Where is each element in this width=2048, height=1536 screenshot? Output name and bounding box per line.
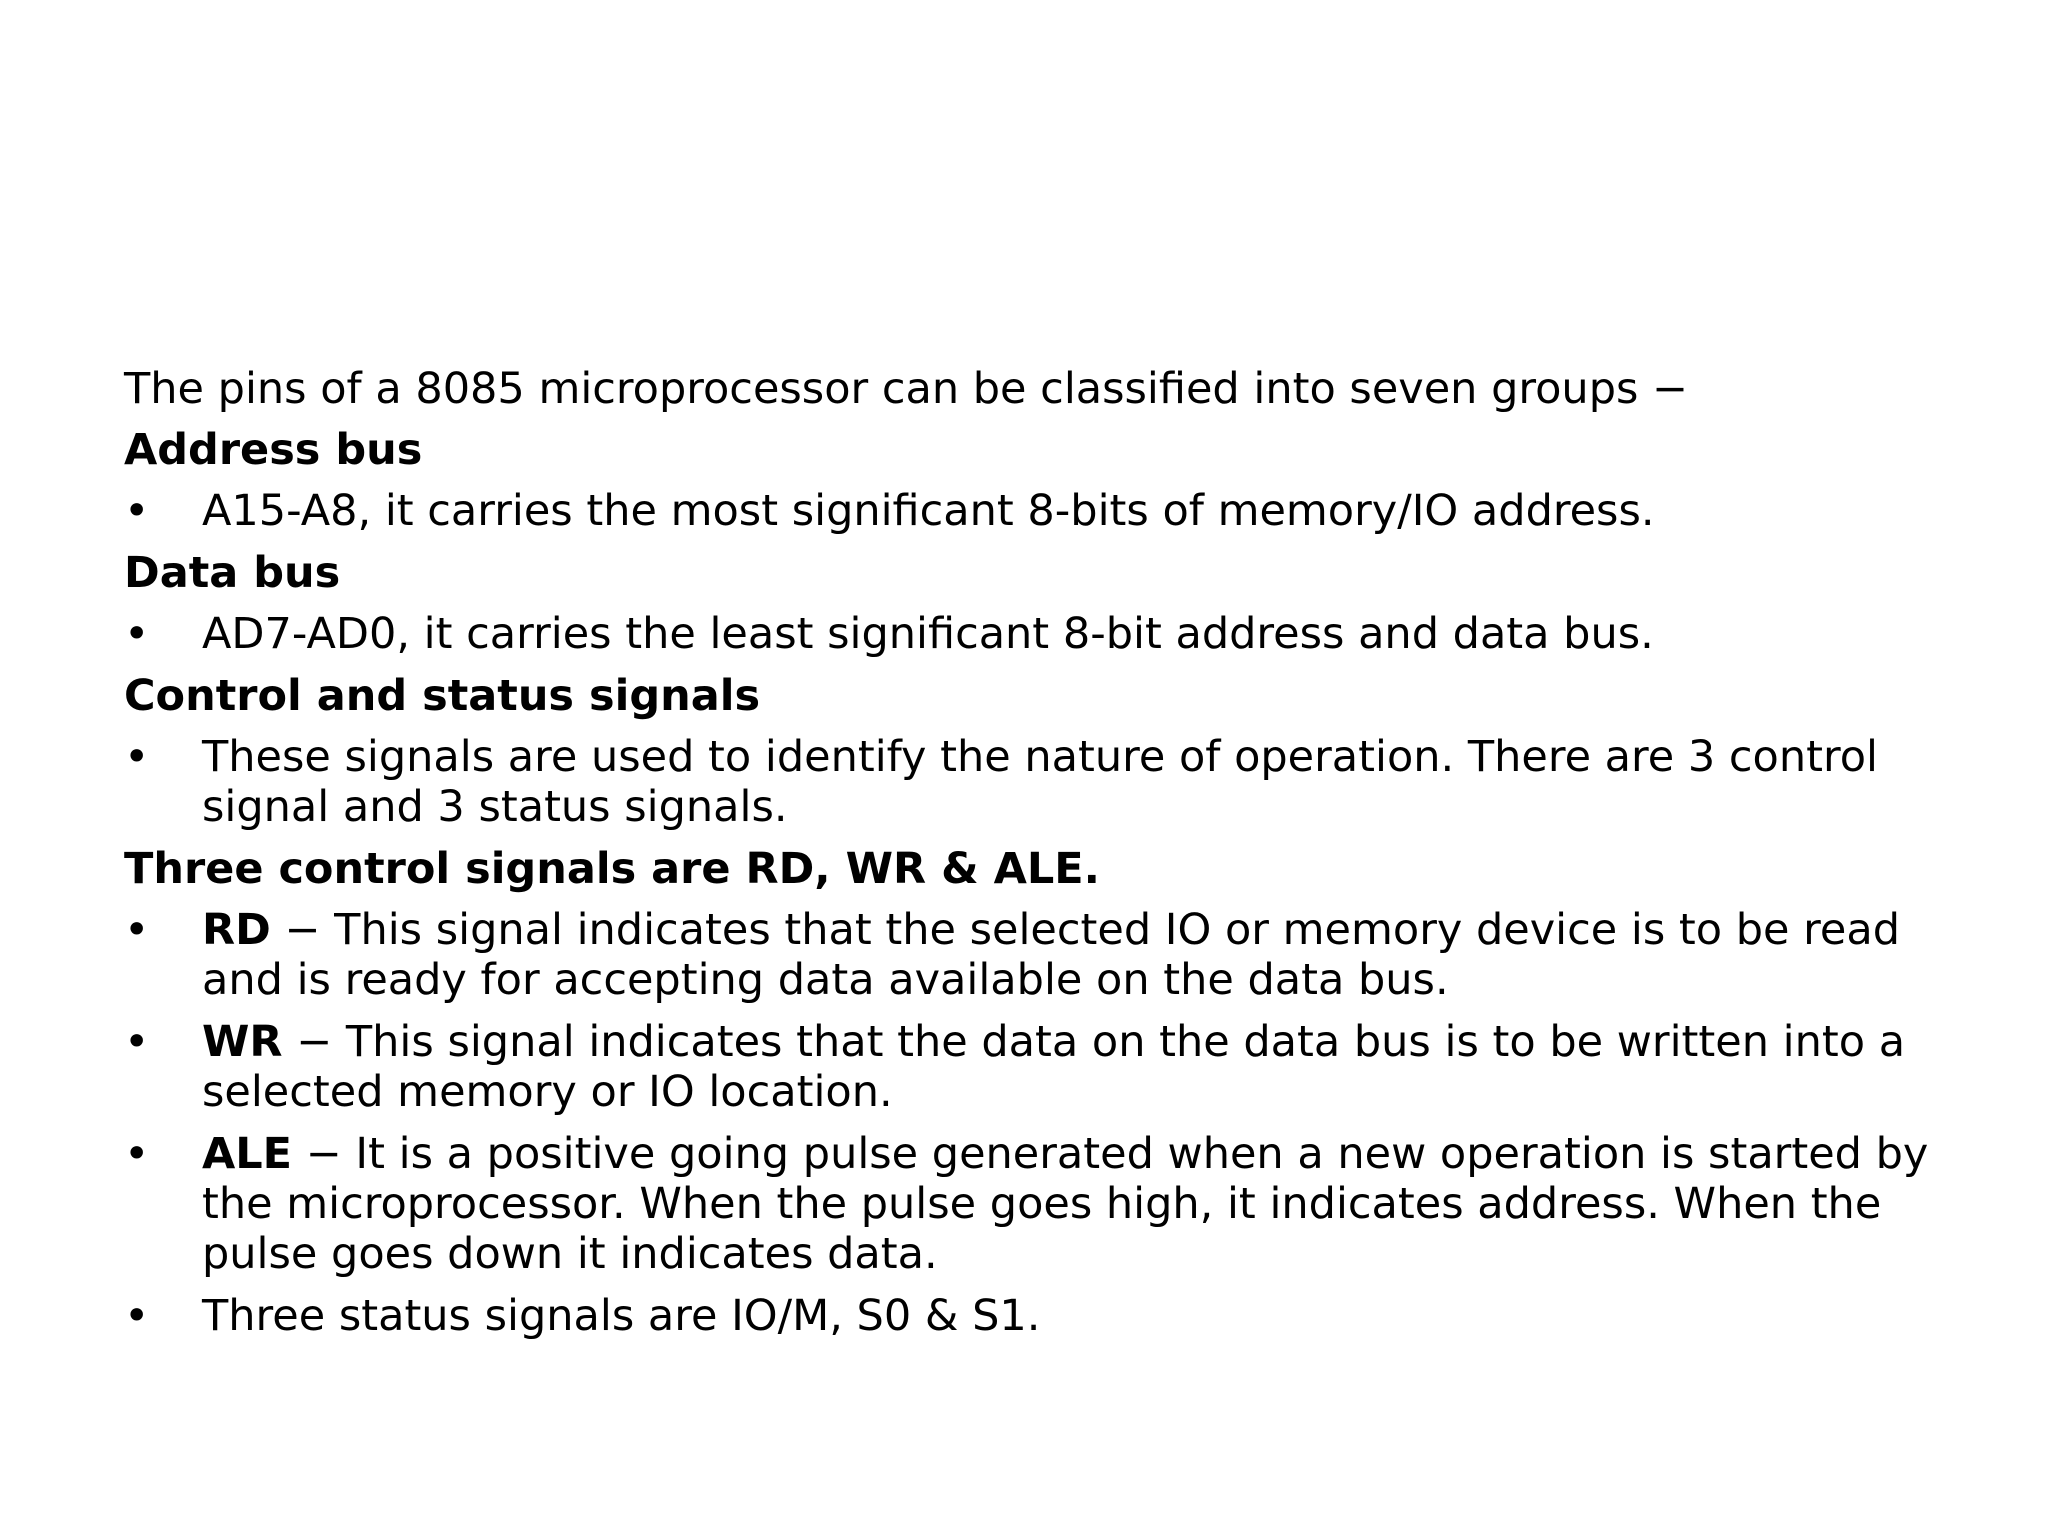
- bullet-text: Three status signals are IO/M, S0 & S1.: [202, 1291, 1041, 1341]
- bullet-dot: •: [124, 609, 150, 659]
- term-wr: WR: [202, 1017, 283, 1067]
- bullet-dot: •: [124, 486, 150, 536]
- bullet-text: These signals are used to identify the nature of operation. There are 3 control signal and 3 status signals.: [202, 732, 1878, 832]
- heading-data-bus: Data bus: [124, 548, 341, 598]
- desc-rd: − This signal indicates that the selected IO or memory device is to be read and is ready for accepting data available on the data bus.: [202, 905, 1901, 1005]
- intro-text: The pins of a 8085 microprocessor can be classified into seven groups −: [124, 364, 1689, 414]
- desc-ale: − It is a positive going pulse generated when a new operation is started by the microprocessor. When the pulse goes high, it indicates address. When the pulse goes down it indicates data.: [202, 1129, 1929, 1279]
- bullet-dot: •: [124, 1129, 150, 1179]
- heading-address-bus: Address bus: [124, 425, 423, 475]
- bullet-text: A15-A8, it carries the most significant 8-bits of memory/IO address.: [202, 486, 1655, 536]
- bullet-text: [202, 1017, 1944, 1117]
- bullet-text: [202, 905, 1944, 1005]
- heading-control-signals: Three control signals are RD, WR & ALE.: [124, 844, 1100, 894]
- term-ale: ALE: [202, 1129, 293, 1179]
- bullet-control-status: [124, 732, 1944, 832]
- bullet-dot: •: [124, 1291, 150, 1341]
- bullet-dot: •: [124, 1017, 150, 1067]
- bullet-text: AD7-AD0, it carries the least significant 8-bit address and data bus.: [202, 609, 1654, 659]
- heading-control-status: Control and status signals: [124, 671, 761, 721]
- bullet-rd: [124, 905, 1944, 1005]
- bullet-dot: •: [124, 905, 150, 955]
- bullet-dot: •: [124, 732, 150, 782]
- desc-wr: − This signal indicates that the data on the data bus is to be written into a selected memory or IO location.: [202, 1017, 1906, 1117]
- bullet-text: [202, 1129, 1944, 1279]
- bullet-status-signals: [124, 1291, 1944, 1341]
- slide-body: [124, 364, 1944, 1353]
- bullet-data-bus: [124, 609, 1944, 659]
- bullet-address-bus: [124, 486, 1944, 536]
- bullet-ale: [124, 1129, 1944, 1279]
- term-rd: RD: [202, 905, 271, 955]
- bullet-wr: [124, 1017, 1944, 1117]
